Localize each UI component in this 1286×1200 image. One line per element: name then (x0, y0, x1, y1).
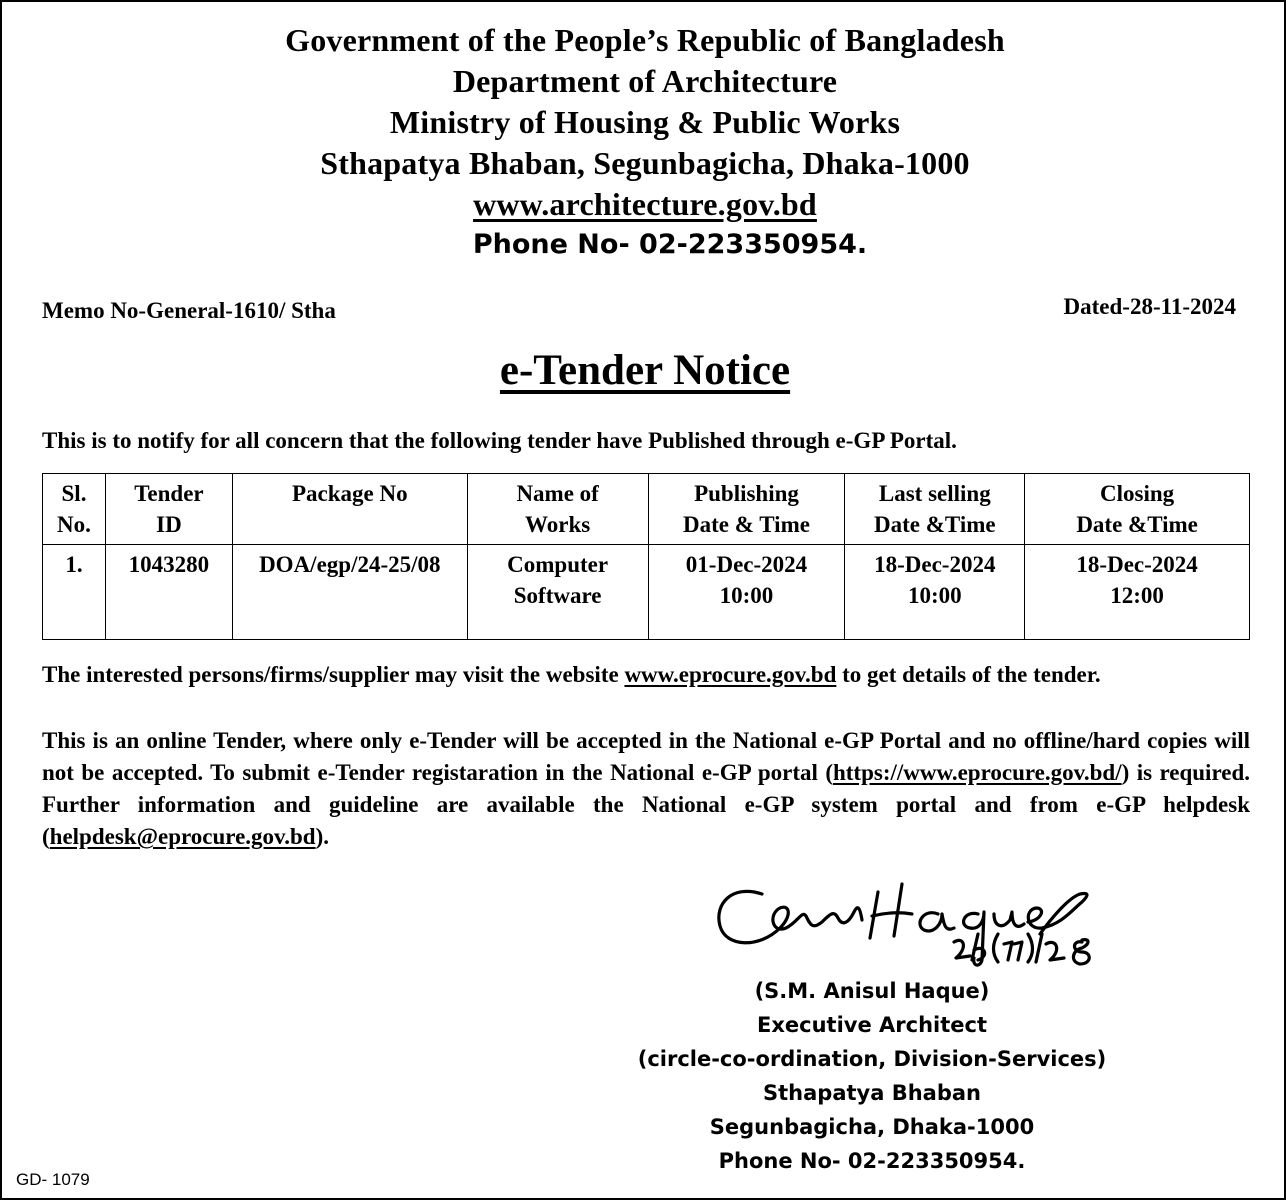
cell-package-no: DOA/egp/24-25/08 (232, 545, 467, 640)
col-last-selling-date: Last selling Date &Time (845, 474, 1025, 545)
website-link[interactable]: www.architecture.gov.bd (473, 186, 817, 222)
col-name-of-works: Name of Works (467, 474, 648, 545)
eprocure-portal-link[interactable]: https://www.eprocure.gov.bd/ (832, 760, 1122, 785)
online-tender-paragraph: This is an online Tender, where only e-Tender will be accepted in the National e-GP Portal and no offline/hard copies will not be accepted. To submit e-Tender registaration in the National e-GP portal (https://www.eprocure.gov.bd/) is required. Further information and guideline are available the National e-GP system portal and from e-GP helpdesk (helpdesk@eprocure.gov.bd). (42, 728, 1250, 849)
tender-table (42, 473, 1250, 640)
government-line: Government of the People’s Republic of Bangladesh (285, 22, 1005, 58)
cell-name-of-works: Computer Software (467, 545, 648, 640)
footer-code: GD- 1079 (16, 1170, 90, 1189)
signatory-name: (S.M. Anisul Haque) (754, 979, 990, 1003)
intro-text: This is to notify for all concern that the following tender have Published through e-GP Portal. (42, 428, 957, 453)
memo-number: Memo No-General-1610/ Stha (42, 298, 336, 323)
handwritten-signature (702, 864, 1122, 976)
helpdesk-email-link[interactable]: helpdesk@eprocure.gov.bd (49, 824, 316, 849)
website-paragraph: The interested persons/firms/supplier may visit the website www.eprocure.gov.bd to get details of the tender. (42, 662, 1101, 687)
col-publishing-date: Publishing Date & Time (648, 474, 845, 545)
col-package-no: Package No (232, 474, 467, 545)
letterhead (2, 20, 1286, 265)
col-tender-id: Tender ID (105, 474, 232, 545)
signatory-designation: Executive Architect (757, 1013, 987, 1037)
cell-sl-no: 1. (43, 545, 106, 640)
signatory-building: Sthapatya Bhaban (763, 1081, 981, 1105)
signatory-phone: Phone No- 02-223350954. (718, 1149, 1026, 1173)
ministry-line: Ministry of Housing & Public Works (389, 104, 901, 140)
col-sl-no: Sl. No. (43, 474, 106, 545)
cell-publishing-date: 01-Dec-2024 10:00 (648, 545, 845, 640)
table-header-row (43, 474, 1250, 545)
cell-tender-id: 1043280 (105, 545, 232, 640)
eprocure-link[interactable]: www.eprocure.gov.bd (624, 662, 837, 687)
signatory-circle: (circle-co-ordination, Division-Services) (637, 1047, 1107, 1071)
table-row (43, 545, 1250, 640)
cell-last-selling-date: 18-Dec-2024 10:00 (845, 545, 1025, 640)
header-phone: Phone No- 02-223350954. (472, 229, 868, 260)
col-closing-date: Closing Date &Time (1025, 474, 1250, 545)
address-line: Sthapatya Bhaban, Segunbagicha, Dhaka-1000 (320, 145, 970, 181)
notice-date: Dated-28-11-2024 (1063, 294, 1236, 319)
cell-closing-date: 18-Dec-2024 12:00 (1025, 545, 1250, 640)
department-line: Department of Architecture (452, 63, 838, 99)
signatory-location: Segunbagicha, Dhaka-1000 (709, 1115, 1035, 1139)
signature-block (582, 974, 1162, 1178)
notice-title: e-Tender Notice (499, 347, 791, 394)
